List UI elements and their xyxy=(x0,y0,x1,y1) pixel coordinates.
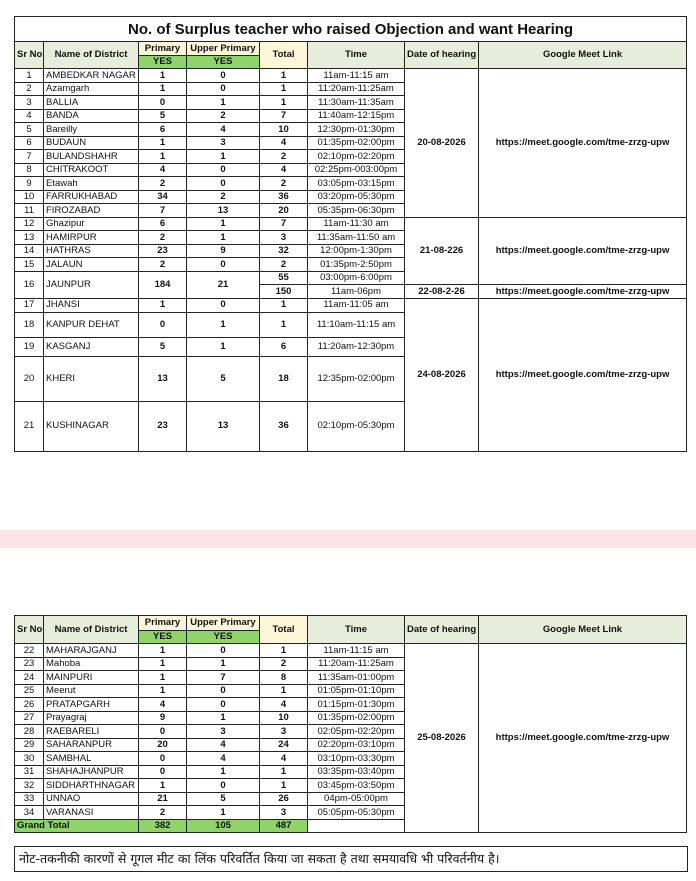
header-time: Time xyxy=(308,42,405,69)
cell-sr: 24 xyxy=(15,671,44,685)
cell-time: 04pm-05:00pm xyxy=(308,792,405,806)
cell-upper: 0 xyxy=(187,684,260,698)
header-link: Google Meet Link xyxy=(479,42,687,69)
cell-upper: 2 xyxy=(187,109,260,123)
header-primary: Primary xyxy=(139,616,187,631)
cell-primary: 1 xyxy=(139,657,187,671)
cell-district: FARRUKHABAD xyxy=(44,190,139,204)
header-district: Name of District xyxy=(44,616,139,644)
cell-time: 11am-11:30 am xyxy=(308,217,405,231)
cell-time: 11am-11:05 am xyxy=(308,298,405,312)
cell-district: AMBEDKAR NAGAR xyxy=(44,69,139,83)
cell-sr: 19 xyxy=(15,337,44,356)
cell-total: 2 xyxy=(260,657,308,671)
cell-time: 01:35pm-2:50pm xyxy=(308,258,405,272)
cell-time: 03:20pm-05:30pm xyxy=(308,190,405,204)
cell-primary: 0 xyxy=(139,96,187,110)
page-title: No. of Surplus teacher who raised Objection and want Hearing xyxy=(15,17,687,42)
cell-sr: 22 xyxy=(15,644,44,658)
cell-district: JHANSI xyxy=(44,298,139,312)
header-total: Total xyxy=(260,42,308,69)
cell-total: 32 xyxy=(260,244,308,258)
cell-upper: 4 xyxy=(187,738,260,752)
hearing-date: 21-08-226 xyxy=(405,217,479,285)
meet-link[interactable]: https://meet.google.com/tme-zrzg-upw xyxy=(479,644,687,833)
cell-sr: 27 xyxy=(15,711,44,725)
cell-primary: 23 xyxy=(139,244,187,258)
cell-sr: 29 xyxy=(15,738,44,752)
cell-primary: 20 xyxy=(139,738,187,752)
cell-time: 02:20pm-03:10pm xyxy=(308,738,405,752)
page-divider xyxy=(0,530,696,548)
cell-total: 24 xyxy=(260,738,308,752)
cell-district: KASGANJ xyxy=(44,337,139,356)
cell-district: MAINPURI xyxy=(44,671,139,685)
header-yes-upper: YES xyxy=(187,56,260,69)
cell-total: 10 xyxy=(260,123,308,137)
cell-time: 02:10pm-02:20pm xyxy=(308,150,405,164)
cell-total: 7 xyxy=(260,109,308,123)
cell-time: 03:45pm-03:50pm xyxy=(308,779,405,793)
cell-primary: 5 xyxy=(139,337,187,356)
meet-link[interactable]: https://meet.google.com/tme-zrzg-upw xyxy=(479,217,687,285)
cell-time: 11am-11:15 am xyxy=(308,69,405,83)
hearing-date: 24-08-2026 xyxy=(405,298,479,451)
cell-sr: 12 xyxy=(15,217,44,231)
cell-sr: 15 xyxy=(15,258,44,272)
grand-total-label: Grand Total xyxy=(15,819,139,833)
cell-sr: 16 xyxy=(15,271,44,298)
meet-link[interactable]: https://meet.google.com/tme-zrzg-upw xyxy=(479,298,687,451)
header-date: Date of hearing xyxy=(405,616,479,644)
cell-upper: 3 xyxy=(187,725,260,739)
header-link: Google Meet Link xyxy=(479,616,687,644)
cell-district: UNNAO xyxy=(44,792,139,806)
cell-primary: 1 xyxy=(139,136,187,150)
cell-district: JAUNPUR xyxy=(44,271,139,298)
cell-primary: 1 xyxy=(139,644,187,658)
cell-sr: 7 xyxy=(15,150,44,164)
cell-time: 03:00pm-6:00pm xyxy=(308,271,405,285)
cell-district: Mahoba xyxy=(44,657,139,671)
cell-primary: 184 xyxy=(139,271,187,298)
meet-link[interactable]: https://meet.google.com/tme-zrzg-upw xyxy=(479,69,687,218)
cell-upper: 4 xyxy=(187,123,260,137)
hearing-date: 20-08-2026 xyxy=(405,69,479,218)
cell-sr: 34 xyxy=(15,806,44,820)
cell-upper: 1 xyxy=(187,96,260,110)
hearing-table-2 xyxy=(14,615,686,833)
cell-total: 1 xyxy=(260,779,308,793)
cell-time: 03:10pm-03:30pm xyxy=(308,752,405,766)
cell-primary: 1 xyxy=(139,298,187,312)
cell-sr: 6 xyxy=(15,136,44,150)
hearing-date: 25-08-2026 xyxy=(405,644,479,833)
cell-sr: 4 xyxy=(15,109,44,123)
cell-sr: 9 xyxy=(15,177,44,191)
cell-total: 2 xyxy=(260,258,308,272)
cell-time: 11:20am-11:25am xyxy=(308,82,405,96)
cell-upper: 1 xyxy=(187,337,260,356)
cell-time: 11:35am-11:50 am xyxy=(308,231,405,245)
cell-upper: 2 xyxy=(187,190,260,204)
cell-district: BANDA xyxy=(44,109,139,123)
cell-district: MAHARAJGANJ xyxy=(44,644,139,658)
grand-total-total: 487 xyxy=(260,819,308,833)
cell-sr: 31 xyxy=(15,765,44,779)
cell-sr: 13 xyxy=(15,231,44,245)
cell-total: 3 xyxy=(260,725,308,739)
hearing-date: 22-08-2-26 xyxy=(405,285,479,299)
cell-sr: 8 xyxy=(15,163,44,177)
cell-primary: 13 xyxy=(139,356,187,401)
cell-sr: 1 xyxy=(15,69,44,83)
cell-time: 02:05pm-02:20pm xyxy=(308,725,405,739)
cell-district: Meerut xyxy=(44,684,139,698)
cell-total: 4 xyxy=(260,163,308,177)
header-date: Date of hearing xyxy=(405,42,479,69)
cell-primary: 23 xyxy=(139,401,187,451)
cell-upper: 1 xyxy=(187,711,260,725)
cell-upper: 1 xyxy=(187,765,260,779)
cell-upper: 0 xyxy=(187,69,260,83)
cell-district: KANPUR DEHAT xyxy=(44,312,139,337)
cell-district: RAEBARELI xyxy=(44,725,139,739)
cell-upper: 5 xyxy=(187,356,260,401)
cell-time: 12:35pm-02:00pm xyxy=(308,356,405,401)
cell-district: CHITRAKOOT xyxy=(44,163,139,177)
cell-sr: 30 xyxy=(15,752,44,766)
cell-sr: 23 xyxy=(15,657,44,671)
cell-district: HAMIRPUR xyxy=(44,231,139,245)
cell-sr: 5 xyxy=(15,123,44,137)
cell-total: 20 xyxy=(260,204,308,218)
cell-total: 1 xyxy=(260,69,308,83)
header-yes-primary: YES xyxy=(139,631,187,644)
cell-district: PRATAPGARH xyxy=(44,698,139,712)
cell-district: JALAUN xyxy=(44,258,139,272)
cell-sr: 28 xyxy=(15,725,44,739)
grand-total-upper: 105 xyxy=(187,819,260,833)
cell-time: 11:30am-11:35am xyxy=(308,96,405,110)
cell-total: 1 xyxy=(260,644,308,658)
cell-district: VARANASI xyxy=(44,806,139,820)
header-sr-no: Sr No xyxy=(15,42,44,69)
cell-upper: 9 xyxy=(187,244,260,258)
cell-upper: 1 xyxy=(187,806,260,820)
cell-primary: 2 xyxy=(139,806,187,820)
cell-district: BALLIA xyxy=(44,96,139,110)
cell-total: 3 xyxy=(260,231,308,245)
cell-sr: 32 xyxy=(15,779,44,793)
cell-total: 1 xyxy=(260,96,308,110)
cell-primary: 2 xyxy=(139,258,187,272)
cell-time: 01:35pm-02:00pm xyxy=(308,136,405,150)
header-upper-primary: Upper Primary xyxy=(187,616,260,631)
cell-time: 02:10pm-05:30pm xyxy=(308,401,405,451)
cell-time: 01:05pm-01:10pm xyxy=(308,684,405,698)
header-upper-primary: Upper Primary xyxy=(187,42,260,56)
cell-district: KHERI xyxy=(44,356,139,401)
cell-total: 2 xyxy=(260,150,308,164)
cell-sr: 25 xyxy=(15,684,44,698)
footer-note: नोट-तकनीकी कारणों से गूगल मीट का लिंक परिवर्तित किया जा सकता है तथा समयावधि भी परिवर्तनीय है। xyxy=(14,846,688,872)
cell-upper: 0 xyxy=(187,258,260,272)
cell-district: SIDDHARTHNAGAR xyxy=(44,779,139,793)
cell-sr: 11 xyxy=(15,204,44,218)
cell-sr: 18 xyxy=(15,312,44,337)
cell-upper: 4 xyxy=(187,752,260,766)
cell-total: 7 xyxy=(260,217,308,231)
header-total: Total xyxy=(260,616,308,644)
cell-total: 4 xyxy=(260,136,308,150)
cell-total: 1 xyxy=(260,298,308,312)
cell-primary: 7 xyxy=(139,204,187,218)
hearing-table-1 xyxy=(14,16,686,452)
header-time: Time xyxy=(308,616,405,644)
cell-sr: 21 xyxy=(15,401,44,451)
cell-time: 02:25pm-003:00pm xyxy=(308,163,405,177)
grand-total-time-empty xyxy=(308,819,405,833)
cell-time: 12:30pm-01:30pm xyxy=(308,123,405,137)
cell-time: 05:35pm-06:30pm xyxy=(308,204,405,218)
cell-primary: 34 xyxy=(139,190,187,204)
cell-upper: 1 xyxy=(187,231,260,245)
cell-time: 12:00pm-1:30pm xyxy=(308,244,405,258)
cell-district: Etawah xyxy=(44,177,139,191)
grand-total-primary: 382 xyxy=(139,819,187,833)
cell-total: 3 xyxy=(260,806,308,820)
cell-district: BUDAUN xyxy=(44,136,139,150)
cell-primary: 4 xyxy=(139,163,187,177)
cell-total: 18 xyxy=(260,356,308,401)
cell-total: 4 xyxy=(260,752,308,766)
cell-district: Ghazipur xyxy=(44,217,139,231)
cell-sr: 3 xyxy=(15,96,44,110)
cell-time: 01:15pm-01:30pm xyxy=(308,698,405,712)
cell-total: 1 xyxy=(260,684,308,698)
cell-time: 11:20am-11:25am xyxy=(308,657,405,671)
cell-total: 10 xyxy=(260,711,308,725)
cell-primary: 1 xyxy=(139,671,187,685)
cell-district: FIROZABAD xyxy=(44,204,139,218)
cell-primary: 1 xyxy=(139,150,187,164)
cell-time-second: 11am-06pm xyxy=(308,285,405,299)
cell-district: Azamgarh xyxy=(44,82,139,96)
cell-time: 11:40am-12:15pm xyxy=(308,109,405,123)
cell-total: 2 xyxy=(260,177,308,191)
cell-primary: 1 xyxy=(139,82,187,96)
cell-upper: 0 xyxy=(187,298,260,312)
cell-sr: 17 xyxy=(15,298,44,312)
cell-primary: 9 xyxy=(139,711,187,725)
cell-upper: 0 xyxy=(187,82,260,96)
cell-sr: 20 xyxy=(15,356,44,401)
cell-sr: 10 xyxy=(15,190,44,204)
cell-time: 11:10am-11:15 am xyxy=(308,312,405,337)
cell-upper: 0 xyxy=(187,177,260,191)
cell-district: SAMBHAL xyxy=(44,752,139,766)
header-primary: Primary xyxy=(139,42,187,56)
cell-total: 55 xyxy=(260,271,308,285)
cell-sr: 2 xyxy=(15,82,44,96)
cell-upper: 13 xyxy=(187,204,260,218)
cell-district: SAHARANPUR xyxy=(44,738,139,752)
cell-primary: 6 xyxy=(139,123,187,137)
cell-primary: 0 xyxy=(139,765,187,779)
cell-upper: 1 xyxy=(187,312,260,337)
cell-primary: 4 xyxy=(139,698,187,712)
cell-upper: 3 xyxy=(187,136,260,150)
cell-primary: 2 xyxy=(139,231,187,245)
cell-total: 1 xyxy=(260,312,308,337)
cell-primary: 1 xyxy=(139,69,187,83)
cell-upper: 7 xyxy=(187,671,260,685)
cell-district: KUSHINAGAR xyxy=(44,401,139,451)
cell-primary: 5 xyxy=(139,109,187,123)
cell-total: 26 xyxy=(260,792,308,806)
cell-total: 6 xyxy=(260,337,308,356)
cell-upper: 1 xyxy=(187,217,260,231)
cell-upper: 21 xyxy=(187,271,260,298)
header-sr-no: Sr No xyxy=(15,616,44,644)
header-yes-primary: YES xyxy=(139,56,187,69)
cell-total: 8 xyxy=(260,671,308,685)
header-district: Name of District xyxy=(44,42,139,69)
cell-primary: 1 xyxy=(139,684,187,698)
cell-time: 11am-11:15 am xyxy=(308,644,405,658)
cell-sr: 14 xyxy=(15,244,44,258)
cell-primary: 2 xyxy=(139,177,187,191)
cell-sr: 26 xyxy=(15,698,44,712)
cell-time: 11:35am-01:00pm xyxy=(308,671,405,685)
cell-district: Bareilly xyxy=(44,123,139,137)
cell-time: 01:35pm-02:00pm xyxy=(308,711,405,725)
cell-total: 36 xyxy=(260,190,308,204)
cell-total: 1 xyxy=(260,82,308,96)
cell-upper: 1 xyxy=(187,150,260,164)
cell-upper: 0 xyxy=(187,163,260,177)
cell-primary: 1 xyxy=(139,779,187,793)
cell-time: 03:35pm-03:40pm xyxy=(308,765,405,779)
cell-total: 4 xyxy=(260,698,308,712)
cell-upper: 0 xyxy=(187,779,260,793)
cell-time: 03:05pm-03:15pm xyxy=(308,177,405,191)
cell-total: 36 xyxy=(260,401,308,451)
cell-upper: 0 xyxy=(187,644,260,658)
cell-upper: 5 xyxy=(187,792,260,806)
cell-primary: 6 xyxy=(139,217,187,231)
cell-sr: 33 xyxy=(15,792,44,806)
cell-total: 1 xyxy=(260,765,308,779)
meet-link[interactable]: https://meet.google.com/tme-zrzg-upw xyxy=(479,285,687,299)
cell-primary: 21 xyxy=(139,792,187,806)
cell-primary: 0 xyxy=(139,312,187,337)
cell-primary: 0 xyxy=(139,725,187,739)
cell-primary: 0 xyxy=(139,752,187,766)
cell-district: HATHRAS xyxy=(44,244,139,258)
cell-time: 11:20am-12:30pm xyxy=(308,337,405,356)
cell-upper: 13 xyxy=(187,401,260,451)
cell-time: 05:05pm-05:30pm xyxy=(308,806,405,820)
cell-total-second: 150 xyxy=(260,285,308,299)
cell-upper: 1 xyxy=(187,657,260,671)
header-yes-upper: YES xyxy=(187,631,260,644)
cell-district: SHAHAJHANPUR xyxy=(44,765,139,779)
cell-district: Prayagraj xyxy=(44,711,139,725)
cell-upper: 0 xyxy=(187,698,260,712)
cell-district: BULANDSHAHR xyxy=(44,150,139,164)
